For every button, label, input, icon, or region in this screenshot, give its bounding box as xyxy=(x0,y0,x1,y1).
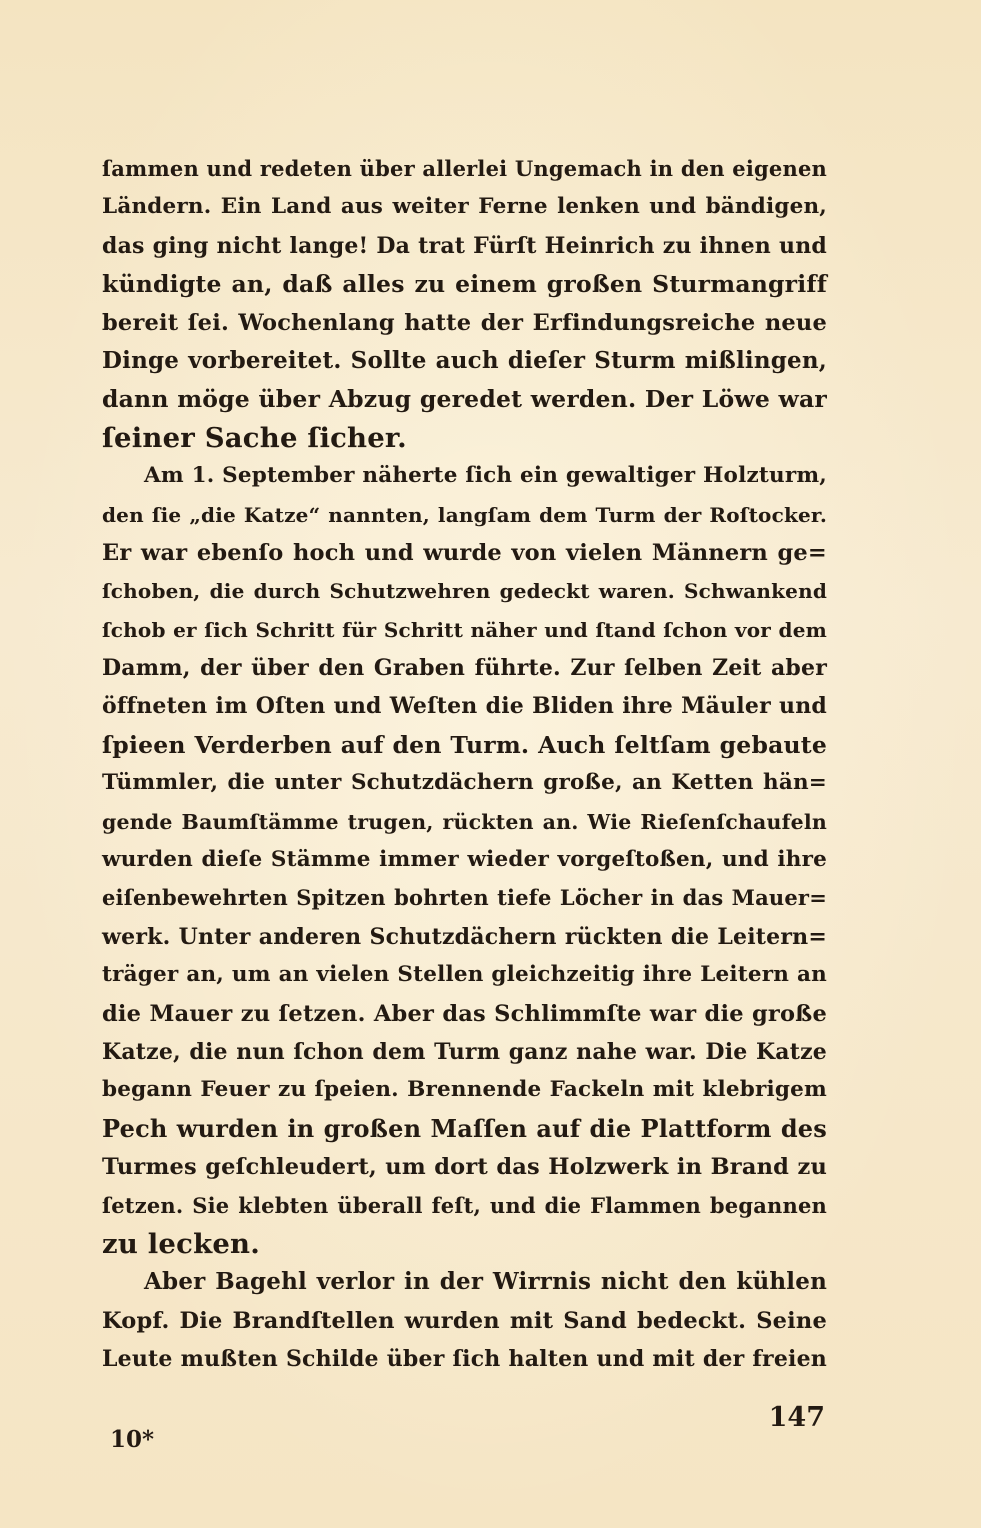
text-line: wurden dieſe Stämme immer wieder vorgeſtoßen, und ihre xyxy=(102,847,827,873)
text-line: begann Feuer zu ſpeien. Brennende Fackeln mit klebrigem xyxy=(102,1077,827,1103)
text-line: Leute mußten Schilde über ſich halten und mit der freien xyxy=(102,1346,827,1373)
text-line: ſammen und redeten über allerlei Ungemach in den eigenen xyxy=(102,156,827,181)
body-text xyxy=(102,150,827,1379)
text-line: eiſenbewehrten Spitzen bohrten tiefe Löcher in das Mauer= xyxy=(102,885,827,911)
text-line: Katze, die nun ſchon dem Turm ganz nahe war. Die Katze xyxy=(102,1038,827,1065)
text-line: zu lecken. xyxy=(102,1227,260,1260)
text-line: ſpieen Verderben auf den Turm. Auch ſeltſam gebaute xyxy=(102,730,827,759)
text-line: Am 1. September näherte ſich ein gewaltiger Holzturm, xyxy=(144,463,827,489)
text-line: Turmes geſchleudert, um dort das Holzwerk in Brand zu xyxy=(102,1154,827,1181)
text-line: ſeiner Sache ſicher. xyxy=(102,421,407,454)
text-line: Ländern. Ein Land aus weiter Ferne lenken und bändigen, xyxy=(102,194,827,220)
signature-mark: 10* xyxy=(110,1426,155,1453)
text-line: kündigte an, daß alles zu einem großen Sturmangriff xyxy=(102,270,827,299)
text-line: Pech wurden in großen Maſſen auf die Plattform des xyxy=(102,1113,827,1143)
text-line: Kopf. Die Brandſtellen wurden mit Sand bedeckt. Seine xyxy=(102,1307,827,1334)
text-line: gende Baumſtämme trugen, rückten an. Wie Rieſenſchaufeln xyxy=(102,809,827,834)
text-line: werk. Unter anderen Schutzdächern rückten die Leitern= xyxy=(102,923,827,950)
text-line: ſchob er ſich Schritt für Schritt näher und ſtand ſchon vor dem xyxy=(102,617,827,642)
text-line: Damm, der über den Graben führte. Zur ſelben Zeit aber xyxy=(102,655,827,682)
text-line: ſchoben, die durch Schutzwehren gedeckt waren. Schwankend xyxy=(102,579,827,604)
text-line: träger an, um an vielen Stellen gleichzeitig ihre Leitern an xyxy=(102,962,827,988)
text-line: Tümmler, die unter Schutzdächern große, an Ketten hän= xyxy=(102,770,827,796)
text-line: bereit ſei. Wochenlang hatte der Erfindungsreiche neue xyxy=(102,309,827,336)
text-line: die Mauer zu ſetzen. Aber das Schlimmſte war die große xyxy=(102,1000,827,1027)
text-line: das ging nicht lange! Da trat Fürſt Heinrich zu ihnen und xyxy=(102,232,827,259)
text-line: Er war ebenſo hoch und wurde von vielen Männern ge= xyxy=(102,539,827,566)
page-number: 147 xyxy=(768,1402,825,1433)
text-line: den ſie „die Katze“ nannten, langſam dem Turm der Roſtocker. xyxy=(102,502,827,527)
text-line: dann möge über Abzug geredet werden. Der Löwe war xyxy=(102,385,827,414)
text-line: öffneten im Oſten und Weſten die Bliden ihre Mäuler und xyxy=(102,693,827,720)
text-line: Aber Bagehl verlor in der Wirrnis nicht den kühlen xyxy=(144,1268,827,1296)
text-line: Dinge vorbereitet. Sollte auch dieſer Sturm mißlingen, xyxy=(102,346,827,374)
text-line: ſetzen. Sie klebten überall feſt, und die Flammen begannen xyxy=(102,1192,827,1218)
